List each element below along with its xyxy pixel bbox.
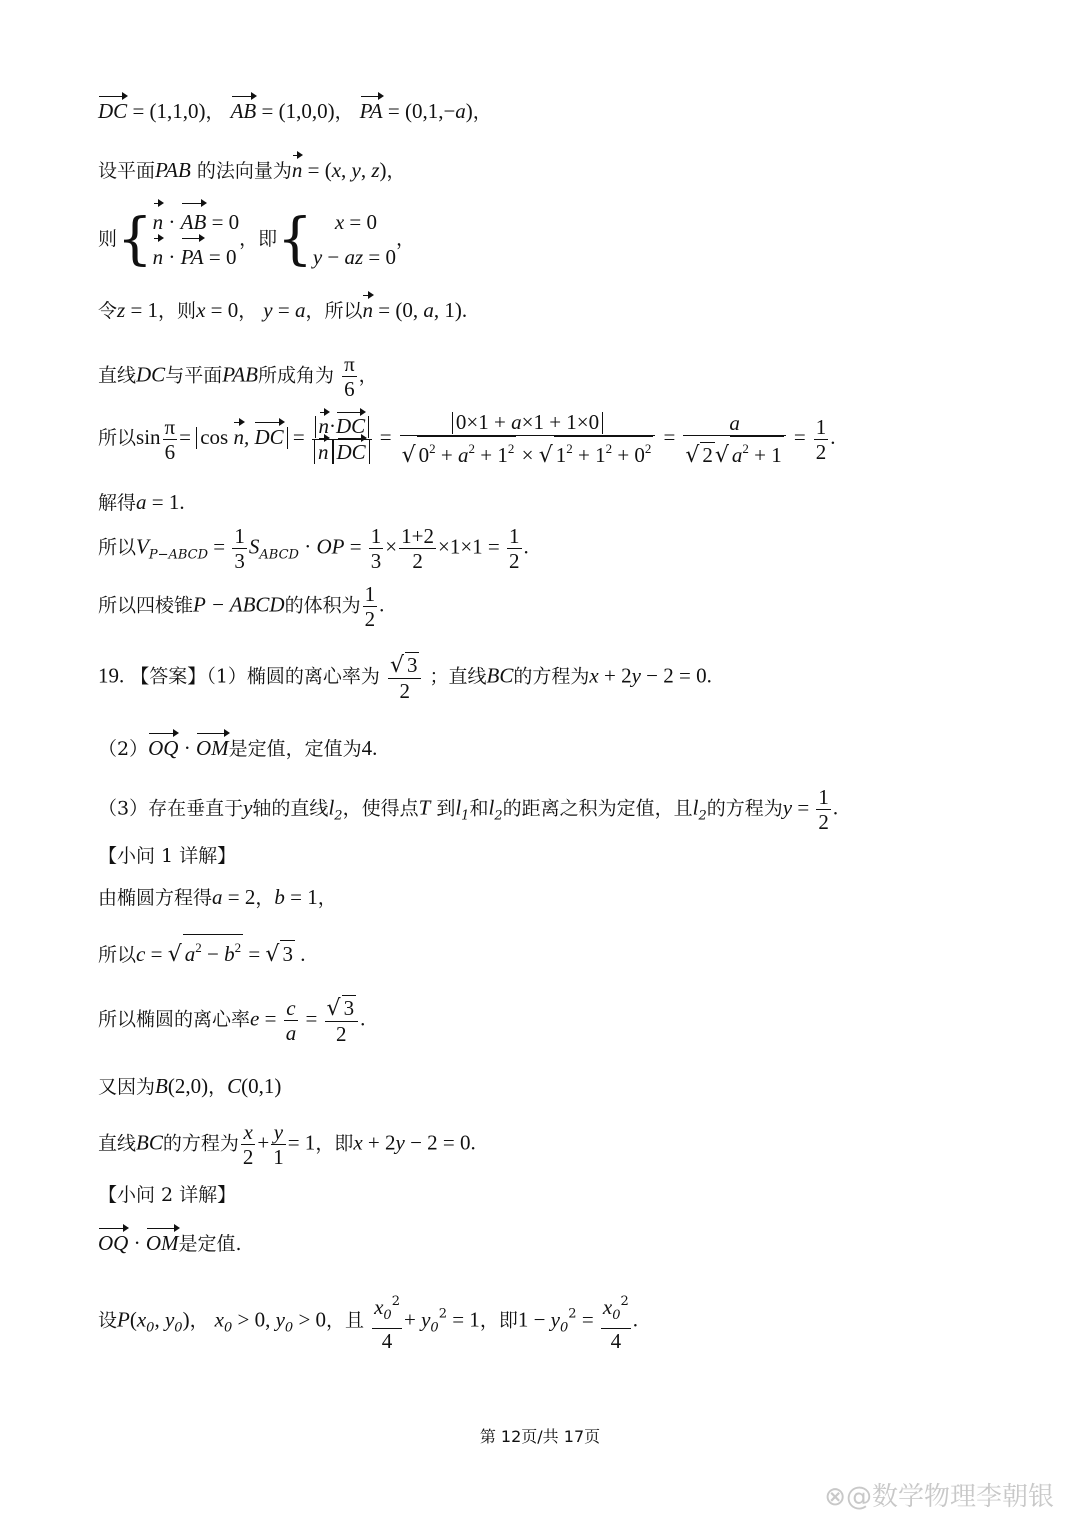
watermark: ⊗@数学物理李朝银 bbox=[824, 1482, 1054, 1512]
solve-a: 解得a = 1. bbox=[98, 490, 185, 514]
normal-vector-setup: 设平面PAB 的法向量为n = (x, y, z)， bbox=[98, 158, 406, 182]
q19-answer-part2: （2）OQ · OM是定值，定值为4. bbox=[98, 736, 378, 760]
watermark-logo-icon: ⊗@ bbox=[824, 1482, 872, 1512]
sub-question-1-heading: 【小问 1 详解】 bbox=[98, 845, 237, 867]
dot-product-constant: OQ · OM是定值. bbox=[98, 1231, 242, 1255]
vector-coordinates-line: DC = (1,1,0)， AB = (1,0,0)， PA = (0,1,−a)， bbox=[98, 99, 492, 123]
angle-statement: 直线DC与平面PAB所成角为 $\frac{\pi}{6}$ ， bbox=[98, 352, 378, 401]
c-calculation: 所以c = √ $a^2 - b^2$ = √ 3 . bbox=[98, 934, 305, 968]
points-bc: 又因为B(2,0)，C(0,1) bbox=[98, 1074, 282, 1098]
sine-calculation: 所以sin $\frac{\pi}{6}$ = cos n, DC = $\frac{n\cdot DC}{\text{n DC}}$ = $\frac{0\times 1 + a\times 1 + 1\times 0}{√ 0^2 + a^2 + 1^2 \times √ 1^2 + 1^2 + 0^2}$ = $\frac{a}{√ 2√ a^2 + 1}$ = $\frac{1}{2}$ . bbox=[98, 410, 836, 468]
volume-calculation: 所以$V_{P-ABCD}$ = $\frac{1}{3}$ $S_{ABCD}$ · OP = $\frac{1}{3}$ × $\frac{1+2}{2}$ ×1×1 = $\frac{1}{2}$ . bbox=[98, 524, 529, 573]
ellipse-params: 由椭圆方程得a = 2，b = 1， bbox=[98, 885, 337, 909]
page-footer: 第 12页/共 17页 bbox=[479, 1427, 601, 1446]
point-p-setup: 设$P(x_0$, $y_0$)， $x_0 > 0$, $y_0 > 0$，且 $\frac{x_0^2}{4}$ + $y_0^2 = 1$，即$1 - y_0^2$ = $\frac{x_0^2}{4}$ . bbox=[98, 1290, 638, 1353]
sub-question-2-heading: 【小问 2 详解】 bbox=[98, 1184, 237, 1206]
q19-answer-part3: （3）存在垂直于y轴的直线$l_2$，使得点T 到$l_1$和$l_2$的距离之积为定值，且$l_2$的方程为y = $\frac{1}{2}$ . bbox=[98, 785, 839, 834]
equation-system: 则{ n · AB = 0 n · PA = 0 ，即{ x = 0 y − az = 0 ， bbox=[98, 207, 416, 272]
q19-answer-part1: 19. 【答案】（1）椭圆的离心率为 $\frac{√ 3}{2}$ ；直线BC的方程为x + 2y − 2 = 0. bbox=[98, 653, 712, 703]
normal-vector-result: 令z = 1，则x = 0， y = a，所以n = (0, a, 1). bbox=[98, 298, 468, 322]
line-bc-equation: 直线BC的方程为 $\frac{x}{2}$ + $\frac{y}{1}$ = 1，即x + 2y − 2 = 0. bbox=[98, 1120, 476, 1169]
volume-result: 所以四棱锥P − ABCD的体积为 $\frac{1}{2}$ . bbox=[98, 582, 385, 631]
eccentricity: 所以椭圆的离心率e = $\frac{c}{a}$ = $\frac{√ 3}{2}$ . bbox=[98, 996, 366, 1046]
